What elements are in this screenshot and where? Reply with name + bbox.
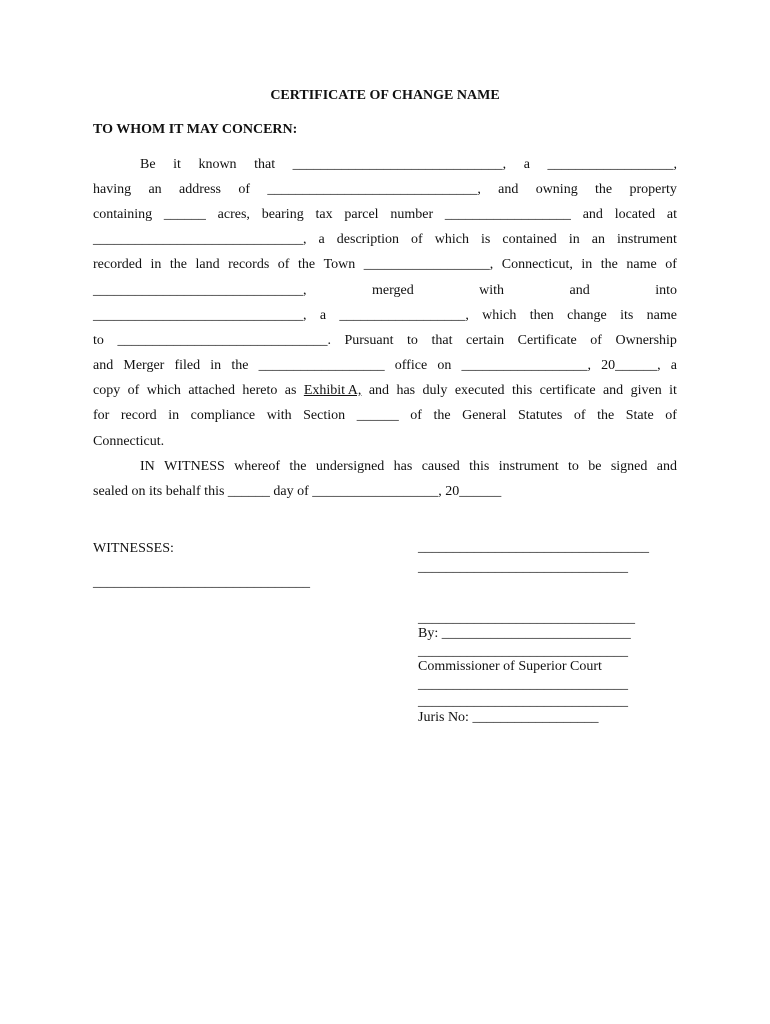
word: hereto — [242, 383, 278, 399]
word: as — [284, 383, 297, 399]
word: office — [394, 358, 428, 374]
word: the — [597, 408, 615, 424]
word: name — [646, 307, 677, 323]
word: in — [150, 257, 162, 273]
word: for — [93, 408, 110, 424]
body-line-last: Connecticut. — [93, 433, 165, 449]
word: then — [529, 307, 554, 323]
word: this — [511, 383, 533, 399]
word: compliance — [190, 408, 256, 424]
word: the — [433, 408, 451, 424]
word: undersigned — [315, 458, 385, 474]
certificate-body — [93, 152, 677, 505]
word: 20______, — [601, 358, 661, 374]
word: to — [93, 332, 104, 348]
word: the — [289, 458, 307, 474]
word: known — [198, 156, 237, 172]
word: description — [336, 232, 399, 248]
body-line — [93, 303, 677, 328]
word: a — [319, 307, 327, 323]
word: that — [254, 156, 276, 172]
word: to — [407, 332, 418, 348]
word: having — [93, 181, 132, 197]
word: ______________________________. — [117, 332, 331, 348]
word: copy — [93, 383, 121, 399]
word: given — [630, 383, 662, 399]
word: at — [666, 206, 677, 222]
word: contained — [502, 232, 557, 248]
body-line — [93, 379, 677, 404]
word: which — [434, 232, 469, 248]
word: ______________________________, — [93, 232, 307, 248]
word: containing — [93, 206, 153, 222]
word: acres, — [217, 206, 250, 222]
body-line — [93, 404, 677, 429]
word: whereof — [234, 458, 281, 474]
word: an — [591, 232, 605, 248]
word: of — [590, 332, 602, 348]
body-line — [93, 202, 677, 227]
salutation: TO WHOM IT MAY CONCERN: — [93, 122, 298, 137]
word: a — [523, 156, 530, 172]
word: Pursuant — [344, 332, 394, 348]
word: __________________ — [258, 358, 385, 374]
witnesses-label: WITNESSES: — [93, 541, 174, 556]
word: the — [595, 181, 613, 197]
word: __________________ — [444, 206, 571, 222]
word: and — [498, 181, 519, 197]
witness-signature-line: _______________________________ — [93, 575, 310, 590]
word: land — [195, 257, 220, 273]
word: of — [238, 181, 250, 197]
word: located — [614, 206, 656, 222]
word: signed — [610, 458, 648, 474]
word: ______ — [356, 408, 399, 424]
word: in — [210, 358, 222, 374]
word: State — [625, 408, 654, 424]
word: __________________, — [339, 307, 469, 323]
body-line — [93, 152, 677, 177]
word: Town — [323, 257, 356, 273]
word: and — [656, 458, 677, 474]
word: on — [437, 358, 452, 374]
word: Section — [303, 408, 346, 424]
word: an — [148, 181, 162, 197]
word: the — [297, 257, 316, 273]
word: to — [568, 458, 579, 474]
exhibit-reference: Exhibit A, — [303, 383, 362, 399]
word: its — [620, 307, 634, 323]
word: attached — [188, 383, 235, 399]
word: in — [568, 232, 580, 248]
word: ______________________________, — [292, 156, 507, 172]
word: records — [228, 257, 270, 273]
word: has — [396, 383, 416, 399]
body-line — [93, 278, 677, 303]
word: Statutes — [517, 408, 563, 424]
word: owning — [535, 181, 578, 197]
word: a — [670, 358, 677, 374]
word: Be — [140, 156, 156, 172]
body-line-last: sealed on its behalf this ______ day of __________________, 20______ — [93, 484, 502, 500]
word: it — [173, 156, 181, 172]
word: General — [462, 408, 507, 424]
word: certain — [466, 332, 505, 348]
word: certificate — [539, 383, 596, 399]
body-line — [93, 177, 677, 202]
word: ______________________________, — [93, 282, 307, 298]
word: of — [410, 408, 422, 424]
word: in — [581, 257, 593, 273]
word: property — [629, 181, 677, 197]
word: with — [479, 282, 505, 298]
word: instrument — [498, 458, 559, 474]
body-line — [93, 253, 677, 278]
word: into — [655, 282, 677, 298]
word: instrument — [616, 232, 677, 248]
word: Connecticut, — [501, 257, 573, 273]
signature-line: _________________________________ — [418, 540, 649, 555]
word: of — [277, 257, 290, 273]
word: be — [588, 458, 602, 474]
word: and — [569, 282, 590, 298]
word: ______________________________, — [93, 307, 307, 323]
word: of — [411, 232, 423, 248]
word: recorded — [93, 257, 142, 273]
word: WITNESS — [164, 458, 225, 474]
by-line: By: ___________________________ — [418, 626, 631, 641]
word: this — [469, 458, 490, 474]
word: __________________, — [461, 358, 591, 374]
word: filed — [174, 358, 201, 374]
word: the — [231, 358, 249, 374]
word: duly — [422, 383, 448, 399]
word: that — [431, 332, 453, 348]
word: in — [168, 408, 180, 424]
word: __________________, — [547, 156, 677, 172]
word: is — [480, 232, 491, 248]
word: has — [393, 458, 413, 474]
word: and — [368, 383, 390, 399]
word: change — [567, 307, 607, 323]
word: the — [600, 257, 618, 273]
commissioner-title: Commissioner of Superior Court — [418, 659, 602, 674]
word: caused — [421, 458, 460, 474]
word: a — [318, 232, 325, 248]
word: Certificate — [517, 332, 577, 348]
word: with — [266, 408, 292, 424]
word: of — [573, 408, 586, 424]
word: and — [93, 358, 114, 374]
word: it — [669, 383, 677, 399]
word: record — [120, 408, 157, 424]
word: merged — [371, 282, 414, 298]
body-line — [93, 228, 677, 253]
word: of — [665, 408, 677, 424]
word: and — [602, 383, 624, 399]
signature-line: ______________________________ — [418, 644, 628, 659]
word: executed — [454, 383, 505, 399]
word: bearing — [261, 206, 304, 222]
word: Merger — [123, 358, 165, 374]
word: IN — [140, 458, 155, 474]
word: which — [146, 383, 181, 399]
signature-line: ______________________________ — [418, 677, 628, 692]
juris-number-line: Juris No: __________________ — [418, 710, 599, 725]
word: ______________________________, — [267, 181, 481, 197]
word: parcel — [344, 206, 379, 222]
word: the — [169, 257, 187, 273]
signature-line: ______________________________ — [418, 694, 628, 709]
body-line — [93, 354, 677, 379]
word: and — [582, 206, 603, 222]
document-title: CERTIFICATE OF CHANGE NAME — [270, 88, 500, 103]
signature-line: _______________________________ — [418, 611, 635, 626]
word: which — [482, 307, 517, 323]
signature-line: ______________________________ — [418, 560, 628, 575]
word: tax — [315, 206, 333, 222]
word: of — [127, 383, 140, 399]
word: address — [178, 181, 221, 197]
word: name — [626, 257, 657, 273]
body-line — [93, 454, 677, 479]
body-line — [93, 328, 677, 353]
word: of — [665, 257, 677, 273]
word: Ownership — [615, 332, 677, 348]
word: ______ — [163, 206, 206, 222]
word: number — [390, 206, 434, 222]
word: __________________, — [363, 257, 494, 273]
